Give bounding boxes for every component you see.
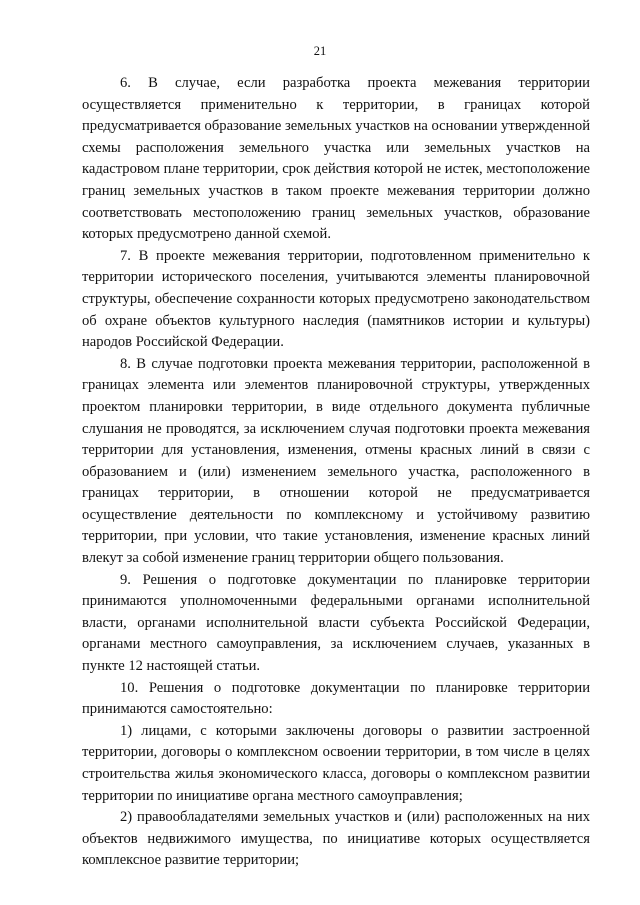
document-body bbox=[82, 73, 590, 872]
paragraph-7: 7. В проекте межевания территории, подготовленном применительно к территории исторического поселения, учитываются элементы планировочной структуры, обеспечение сохранности которых предусмотрено законодательством об охране объектов культурного наследия (памятников истории и культуры) народов Российской Федерации. bbox=[82, 247, 590, 351]
paragraph-10-item-2: 2) правообладателями земельных участков и (или) расположенных на них объектов недвижимого имущества, по инициативе которых осуществляется комплексное развитие территории; bbox=[82, 809, 590, 869]
paragraph-10-item-1: 1) лицами, с которыми заключены договоры о развитии застроенной территории, договоры о комплексном освоении территории, в том числе в целях строительства жилья экономического класса, договоры о комплексном развитии территории по инициативе органа местного самоуправления; bbox=[82, 722, 590, 804]
paragraph-9: 9. Решения о подготовке документации по планировке территории принимаются уполномоченными федеральными органами исполнительной власти, органами исполнительной власти субъекта Российской Федерации, органами местного самоуправления, за исключением случаев, указанных в пункте 12 настоящей статьи. bbox=[82, 571, 590, 675]
page-number: 21 bbox=[313, 44, 327, 58]
paragraph-8: 8. В случае подготовки проекта межевания территории, расположенной в границах элемента или элементов планировочной структуры, утвержденных проектом планировки территории, в виде отдельного документа публичные слушания не проводятся, за исключением случая подготовки проекта межевания территории для установления, изменения, отмены красных линий в связи с образованием и (или) изменением земельного участка, расположенного в границах территории, в отношении которой не предусматривается осуществление деятельности по комплексному и устойчивому развитию территории, при условии, что такие установления, изменение красных линий влекут за собой изменение границ территории общего пользования. bbox=[82, 355, 590, 567]
paragraph-10: 10. Решения о подготовке документации по планировке территории принимаются самостоятельно: bbox=[82, 679, 590, 718]
paragraph-6: 6. В случае, если разработка проекта межевания территории осуществляется применительно к территории, в границах которой предусматривается образование земельных участков на основании утвержденной схемы расположения земельного участка или земельных участков на кадастровом плане территории, срок действия которой не истек, местоположение границ земельных участков в таком проекте межевания территории должно соответствовать местоположению границ земельных участков, образование которых предусмотрено данной схемой. bbox=[82, 75, 590, 243]
